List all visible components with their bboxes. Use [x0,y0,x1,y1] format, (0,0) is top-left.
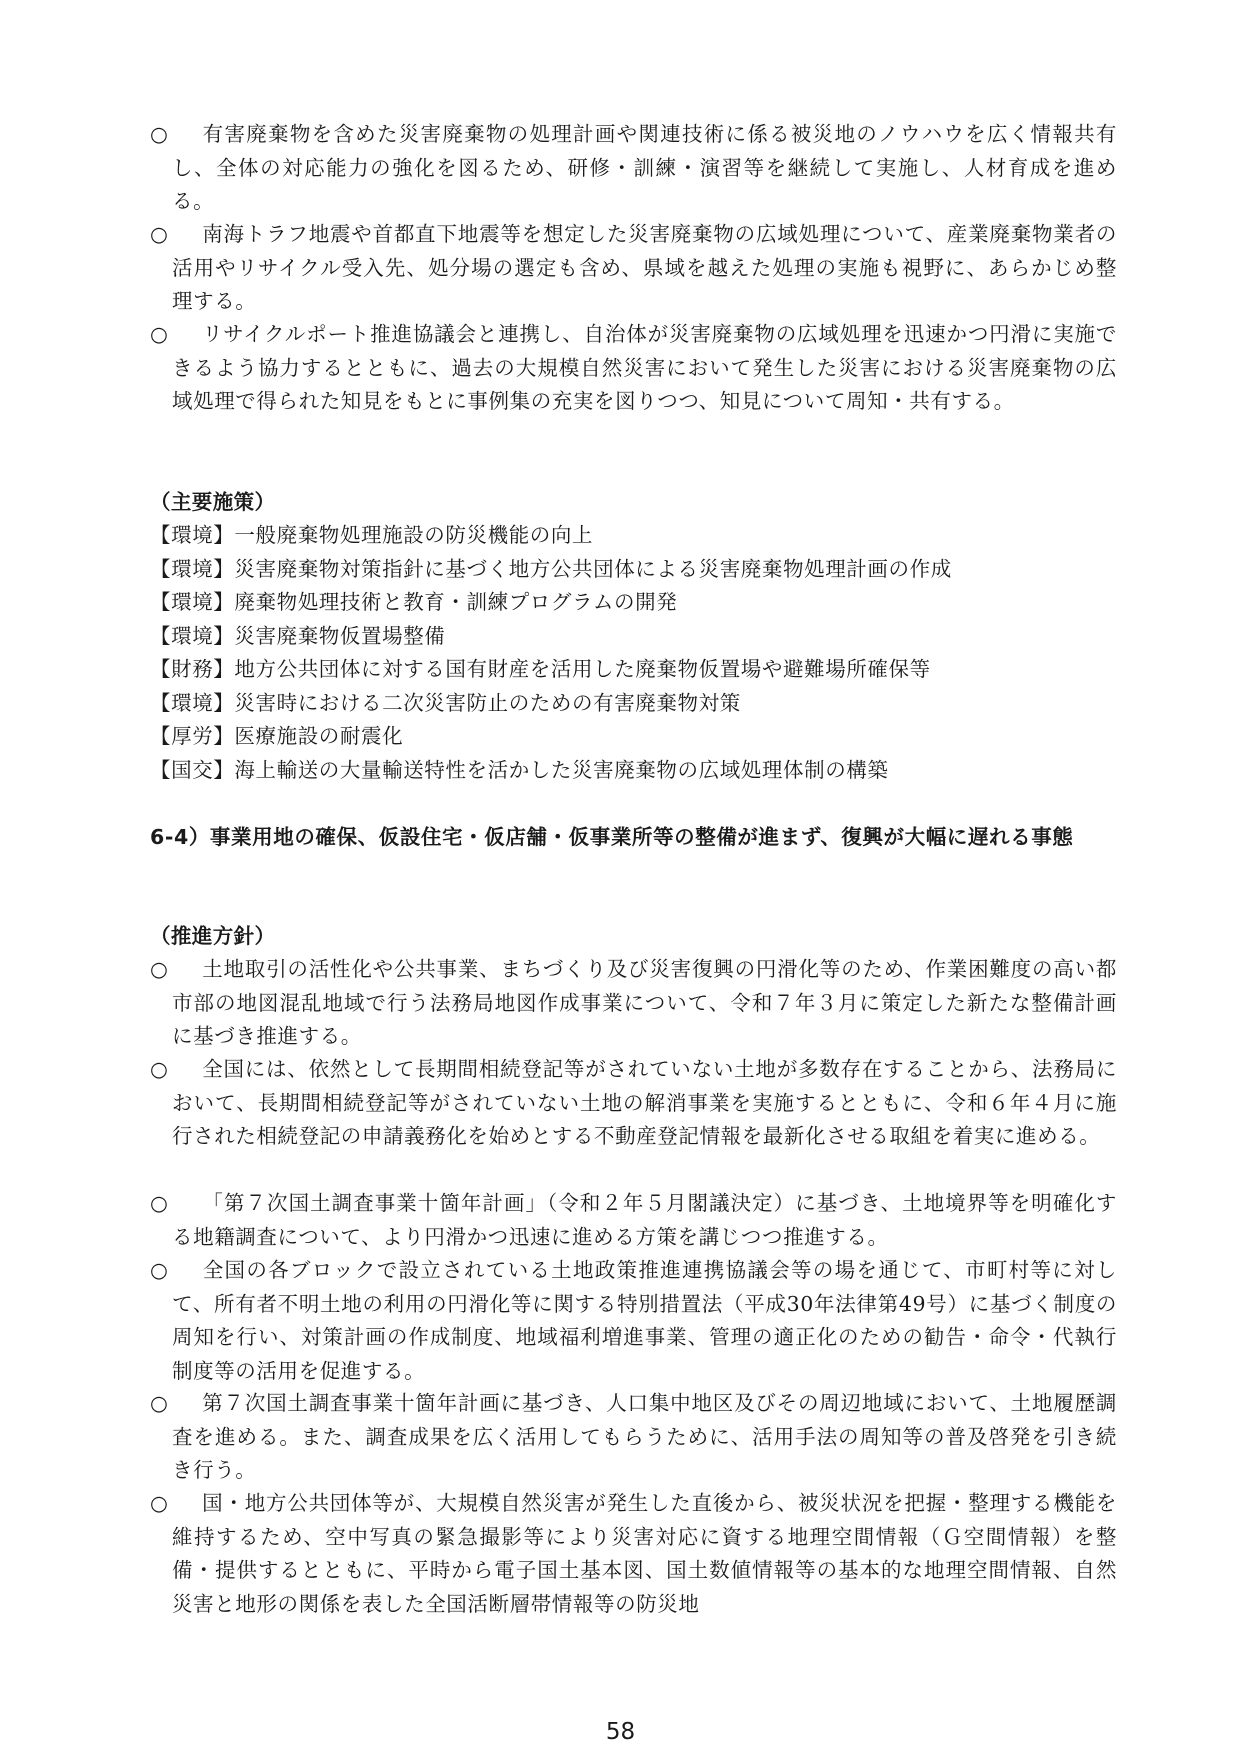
policy-heading: （推進方針） [150,924,276,948]
policy-item [150,1187,1117,1254]
bullet-mark: ○ [150,1258,169,1282]
section-title: 6-4）事業用地の確保、仮設住宅・仮店舗・仮事業所等の整備が進まず、復興が大幅に遅れる事態 [150,825,1074,849]
page-number: 58 [605,1719,636,1745]
policy-item-text: 全国の各ブロックで設立されている土地政策推進連携協議会等の場を通じて、市町村等に対して、所有者不明土地の利用の円滑化等に関する特別措置法（平成30年法律第49号）に基づく制度の周知を行い、対策計画の作成制度、地域福利増進事業、管理の適正化のための勧告・命令・代執行制度等の活用を促進する。 [172,1258,1117,1383]
measure-item: 【財務】地方公共団体に対する国有財産を活用した廃棄物仮置場や避難場所確保等 [150,657,931,681]
bullet-mark: ○ [150,1491,169,1515]
policy-item [150,318,1117,419]
policy-item-text: 有害廃棄物を含めた災害廃棄物の処理計画や関連技術に係る被災地のノウハウを広く情報共有し、全体の対応能力の強化を図るため、研修・訓練・演習等を継続して実施し、人材育成を進める。 [172,122,1117,213]
policy-item-text: 「第７次国土調査事業十箇年計画」（令和２年５月閣議決定）に基づき、土地境界等を明確化する地籍調査について、より円滑かつ迅速に進める方策を講じつつ推進する。 [172,1191,1117,1249]
measure-item: 【環境】一般廃棄物処理施設の防災機能の向上 [150,523,594,547]
bullet-mark: ○ [150,1191,169,1215]
policy-item [150,118,1117,219]
bullet-mark: ○ [150,1057,169,1081]
measure-item: 【厚労】医療施設の耐震化 [150,724,404,748]
bullet-mark: ○ [150,222,169,246]
bullet-mark: ○ [150,122,169,146]
bullet-mark: ○ [150,1391,169,1415]
policy-item [150,1053,1117,1154]
measure-item: 【環境】災害廃棄物対策指針に基づく地方公共団体による災害廃棄物処理計画の作成 [150,557,952,581]
measure-item: 【環境】廃棄物処理技術と教育・訓練プログラムの開発 [150,590,678,614]
policy-item-text: 南海トラフ地震や首都直下地震等を想定した災害廃棄物の広域処理について、産業廃棄物業者の活用やリサイクル受入先、処分場の選定も含め、県域を越えた処理の実施も視野に、あらかじめ整理する。 [172,222,1117,313]
bullet-mark: ○ [150,322,169,346]
policy-item [150,1254,1117,1388]
measure-item: 【環境】災害廃棄物仮置場整備 [150,624,446,648]
policy-item-text: 国・地方公共団体等が、大規模自然災害が発生した直後から、被災状況を把握・整理する機能を維持するため、空中写真の緊急撮影等により災害対応に資する地理空間情報（Ｇ空間情報）を整備・提供するとともに、平時から電子国土基本図、国土数値情報等の基本的な地理空間情報、自然災害と地形の関係を表した全国活断層帯情報等の防災地 [172,1491,1117,1616]
policy-item [150,218,1117,319]
policy-item [150,953,1117,1054]
policy-item-text: 全国には、依然として長期間相続登記等がされていない土地が多数存在することから、法務局において、長期間相続登記等がされていない土地の解消事業を実施するとともに、令和６年４月に施行された相続登記の申請義務化を始めとする不動産登記情報を最新化させる取組を着実に進める。 [172,1057,1117,1148]
bullet-mark: ○ [150,957,169,981]
policy-item-text: リサイクルポート推進協議会と連携し、自治体が災害廃棄物の広域処理を迅速かつ円滑に実施できるよう協力するとともに、過去の大規模自然災害において発生した災害における災害廃棄物の広域処理で得られた知見をもとに事例集の充実を図りつつ、知見について周知・共有する。 [172,322,1117,413]
policy-item-text: 第７次国土調査事業十箇年計画に基づき、人口集中地区及びその周辺地域において、土地履歴調査を進める。また、調査成果を広く活用してもらうために、活用手法の周知等の普及啓発を引き続き行う。 [172,1391,1117,1482]
main-measures-heading: （主要施策） [150,490,276,514]
measure-item: 【環境】災害時における二次災害防止のための有害廃棄物対策 [150,691,741,715]
policy-item [150,1387,1117,1488]
measure-item: 【国交】海上輸送の大量輸送特性を活かした災害廃棄物の広域処理体制の構築 [150,758,889,782]
policy-item [150,1487,1117,1621]
policy-item-text: 土地取引の活性化や公共事業、まちづくり及び災害復興の円滑化等のため、作業困難度の高い都市部の地図混乱地域で行う法務局地図作成事業について、令和７年３月に策定した新たな整備計画に基づき推進する。 [172,957,1117,1048]
